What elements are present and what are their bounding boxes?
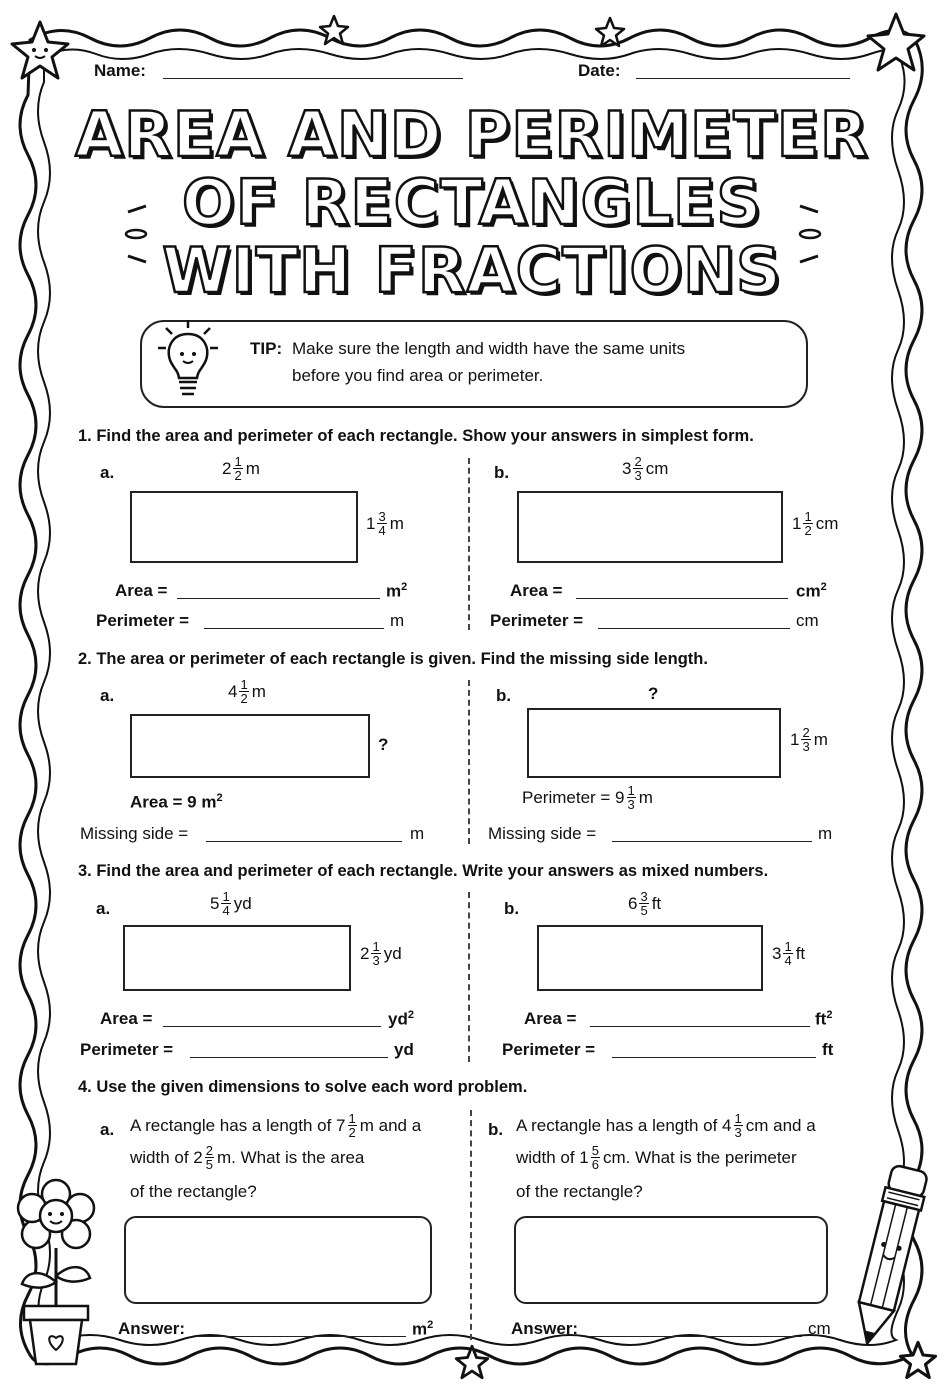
- q1b-width: 1 1 2 cm: [792, 509, 839, 538]
- q4b-work-box[interactable]: [514, 1216, 828, 1304]
- q2b-rectangle: [527, 708, 781, 778]
- q2b-missing-label: Missing side =: [488, 824, 597, 843]
- q2a-width: ?: [378, 735, 389, 754]
- title-line-1: AREA AND PERIMETER: [75, 98, 869, 171]
- q1a-perimeter-unit: m: [390, 611, 405, 630]
- q2a-given-area: Area = 9 $m^2$: [130, 792, 223, 812]
- pencil-icon: [842, 1160, 934, 1360]
- divider: [468, 680, 470, 844]
- q4b-answer-label: Answer:: [511, 1319, 579, 1338]
- q3b-width: 3 1 4 ft: [772, 939, 806, 968]
- q1b-length: 3 2 3 cm: [622, 454, 669, 483]
- q1a-width: 1 3 4 m: [366, 509, 404, 538]
- q1a-area-field[interactable]: [177, 598, 380, 599]
- q4b-answer-unit: cm: [808, 1319, 831, 1338]
- star-icon: [454, 1344, 490, 1380]
- q1b-tag: b.: [494, 463, 510, 482]
- q2a-missing-label: Missing side =: [80, 824, 189, 843]
- q1a-area-label: Area =: [115, 581, 168, 600]
- tip-line-2: before you find area or perimeter.: [292, 366, 544, 385]
- q3a-area-label: Area =: [100, 1009, 153, 1028]
- q2b-missing-field[interactable]: [612, 841, 812, 842]
- q3a-length: 5 1 4 yd: [210, 889, 252, 918]
- q1a-tag: a.: [100, 463, 115, 482]
- q2a-length: 4 1 2 m: [228, 677, 266, 706]
- q3b-tag: b.: [504, 899, 520, 918]
- q3b-area-unit: $ft^2$: [815, 1009, 833, 1029]
- q1a-rectangle: [130, 491, 358, 563]
- q4a-answer-label: Answer:: [118, 1319, 186, 1338]
- q3b-area-label: Area =: [524, 1009, 577, 1028]
- sparkle-left-icon: [118, 200, 158, 270]
- title-line-3: WITH FRACTIONS: [162, 234, 782, 307]
- q3a-perimeter-unit: yd: [394, 1040, 414, 1059]
- q1a-perimeter-label: Perimeter =: [96, 611, 190, 630]
- q2b-width: 1 2 3 m: [790, 725, 828, 754]
- q2a-missing-field[interactable]: [206, 841, 402, 842]
- star-icon: [594, 16, 626, 48]
- q3b-rectangle: [537, 925, 763, 991]
- tip-line-1: Make sure the length and width have the same units: [292, 339, 686, 358]
- divider: [470, 1110, 472, 1340]
- q3a-rectangle: [123, 925, 351, 991]
- q4b-line-1: A rectangle has a length of 4 1 3 cm and a: [516, 1111, 816, 1140]
- q4b-tag: b.: [488, 1120, 504, 1139]
- q1b-perimeter-unit: cm: [796, 611, 819, 630]
- date-label: Date:: [578, 61, 621, 80]
- q3-text: 3. Find the area and perimeter of each rectangle. Write your answers as mixed numbers.: [78, 862, 769, 880]
- q1-text: 1. Find the area and perimeter of each rectangle. Show your answers in simplest form.: [78, 427, 754, 445]
- divider: [468, 892, 470, 1062]
- q4b-line-2: width of 1 5 6 cm. What is the perimeter: [516, 1143, 797, 1172]
- name-label: Name:: [94, 61, 146, 80]
- q3b-perimeter-unit: ft: [822, 1040, 834, 1059]
- lightbulb-icon: [148, 312, 228, 412]
- tip-box: [140, 320, 808, 408]
- q1a-perimeter-field[interactable]: [204, 628, 384, 629]
- q3a-area-field[interactable]: [163, 1026, 381, 1027]
- q3b-area-field[interactable]: [590, 1026, 810, 1027]
- q4b-answer-field[interactable]: [588, 1336, 802, 1337]
- q3a-perimeter-label: Perimeter =: [80, 1040, 174, 1059]
- q2b-length: ?: [648, 684, 659, 703]
- q1b-perimeter-label: Perimeter =: [490, 611, 584, 630]
- q1b-perimeter-field[interactable]: [598, 628, 790, 629]
- q2a-missing-unit: m: [410, 824, 425, 843]
- q4a-line-1: A rectangle has a length of 7 1 2 m and a: [130, 1111, 422, 1140]
- q3b-length: 6 3 5 ft: [628, 889, 662, 918]
- q3b-perimeter-field[interactable]: [612, 1057, 816, 1058]
- tip-label: TIP:: [250, 339, 283, 358]
- q2a-tag: a.: [100, 686, 115, 705]
- q4a-line-2: width of 2 2 5 m. What is the area: [130, 1143, 365, 1172]
- q1b-rectangle: [517, 491, 783, 563]
- date-field[interactable]: [636, 78, 850, 79]
- q3a-width: 2 1 3 yd: [360, 939, 402, 968]
- q3a-tag: a.: [96, 899, 111, 918]
- star-icon: [8, 18, 72, 82]
- q4a-work-box[interactable]: [124, 1216, 432, 1304]
- q2-text: 2. The area or perimeter of each rectangle is given. Find the missing side length.: [78, 650, 708, 668]
- q1b-area-field[interactable]: [576, 598, 788, 599]
- q2b-given-perimeter: Perimeter = 9 1 3 m: [522, 783, 653, 812]
- q1b-area-label: Area =: [510, 581, 563, 600]
- q1b-area-unit: $cm^2$: [796, 581, 827, 601]
- flower-pot-icon: [10, 1172, 102, 1368]
- q4a-line-3: of the rectangle?: [130, 1182, 257, 1201]
- q4-text: 4. Use the given dimensions to solve each word problem.: [78, 1078, 528, 1096]
- q1a-area-unit: $m^2$: [386, 581, 408, 601]
- q3a-area-unit: $yd^2$: [388, 1009, 414, 1029]
- q2b-missing-unit: m: [818, 824, 833, 843]
- q4a-answer-field[interactable]: [196, 1336, 406, 1337]
- q4a-tag: a.: [100, 1120, 115, 1139]
- q2b-tag: b.: [496, 686, 512, 705]
- star-icon: [864, 10, 928, 74]
- divider: [468, 458, 470, 630]
- sparkle-right-icon: [788, 200, 828, 270]
- q3a-perimeter-field[interactable]: [190, 1057, 388, 1058]
- q4b-line-3: of the rectangle?: [516, 1182, 643, 1201]
- name-field[interactable]: [163, 78, 463, 79]
- star-icon: [318, 14, 350, 46]
- q2a-rectangle: [130, 714, 370, 778]
- q1a-length: 2 1 2 m: [222, 454, 260, 483]
- q4a-answer-unit: $m^2$: [412, 1319, 434, 1339]
- q3b-perimeter-label: Perimeter =: [502, 1040, 596, 1059]
- title-line-2: OF RECTANGLES: [182, 166, 762, 239]
